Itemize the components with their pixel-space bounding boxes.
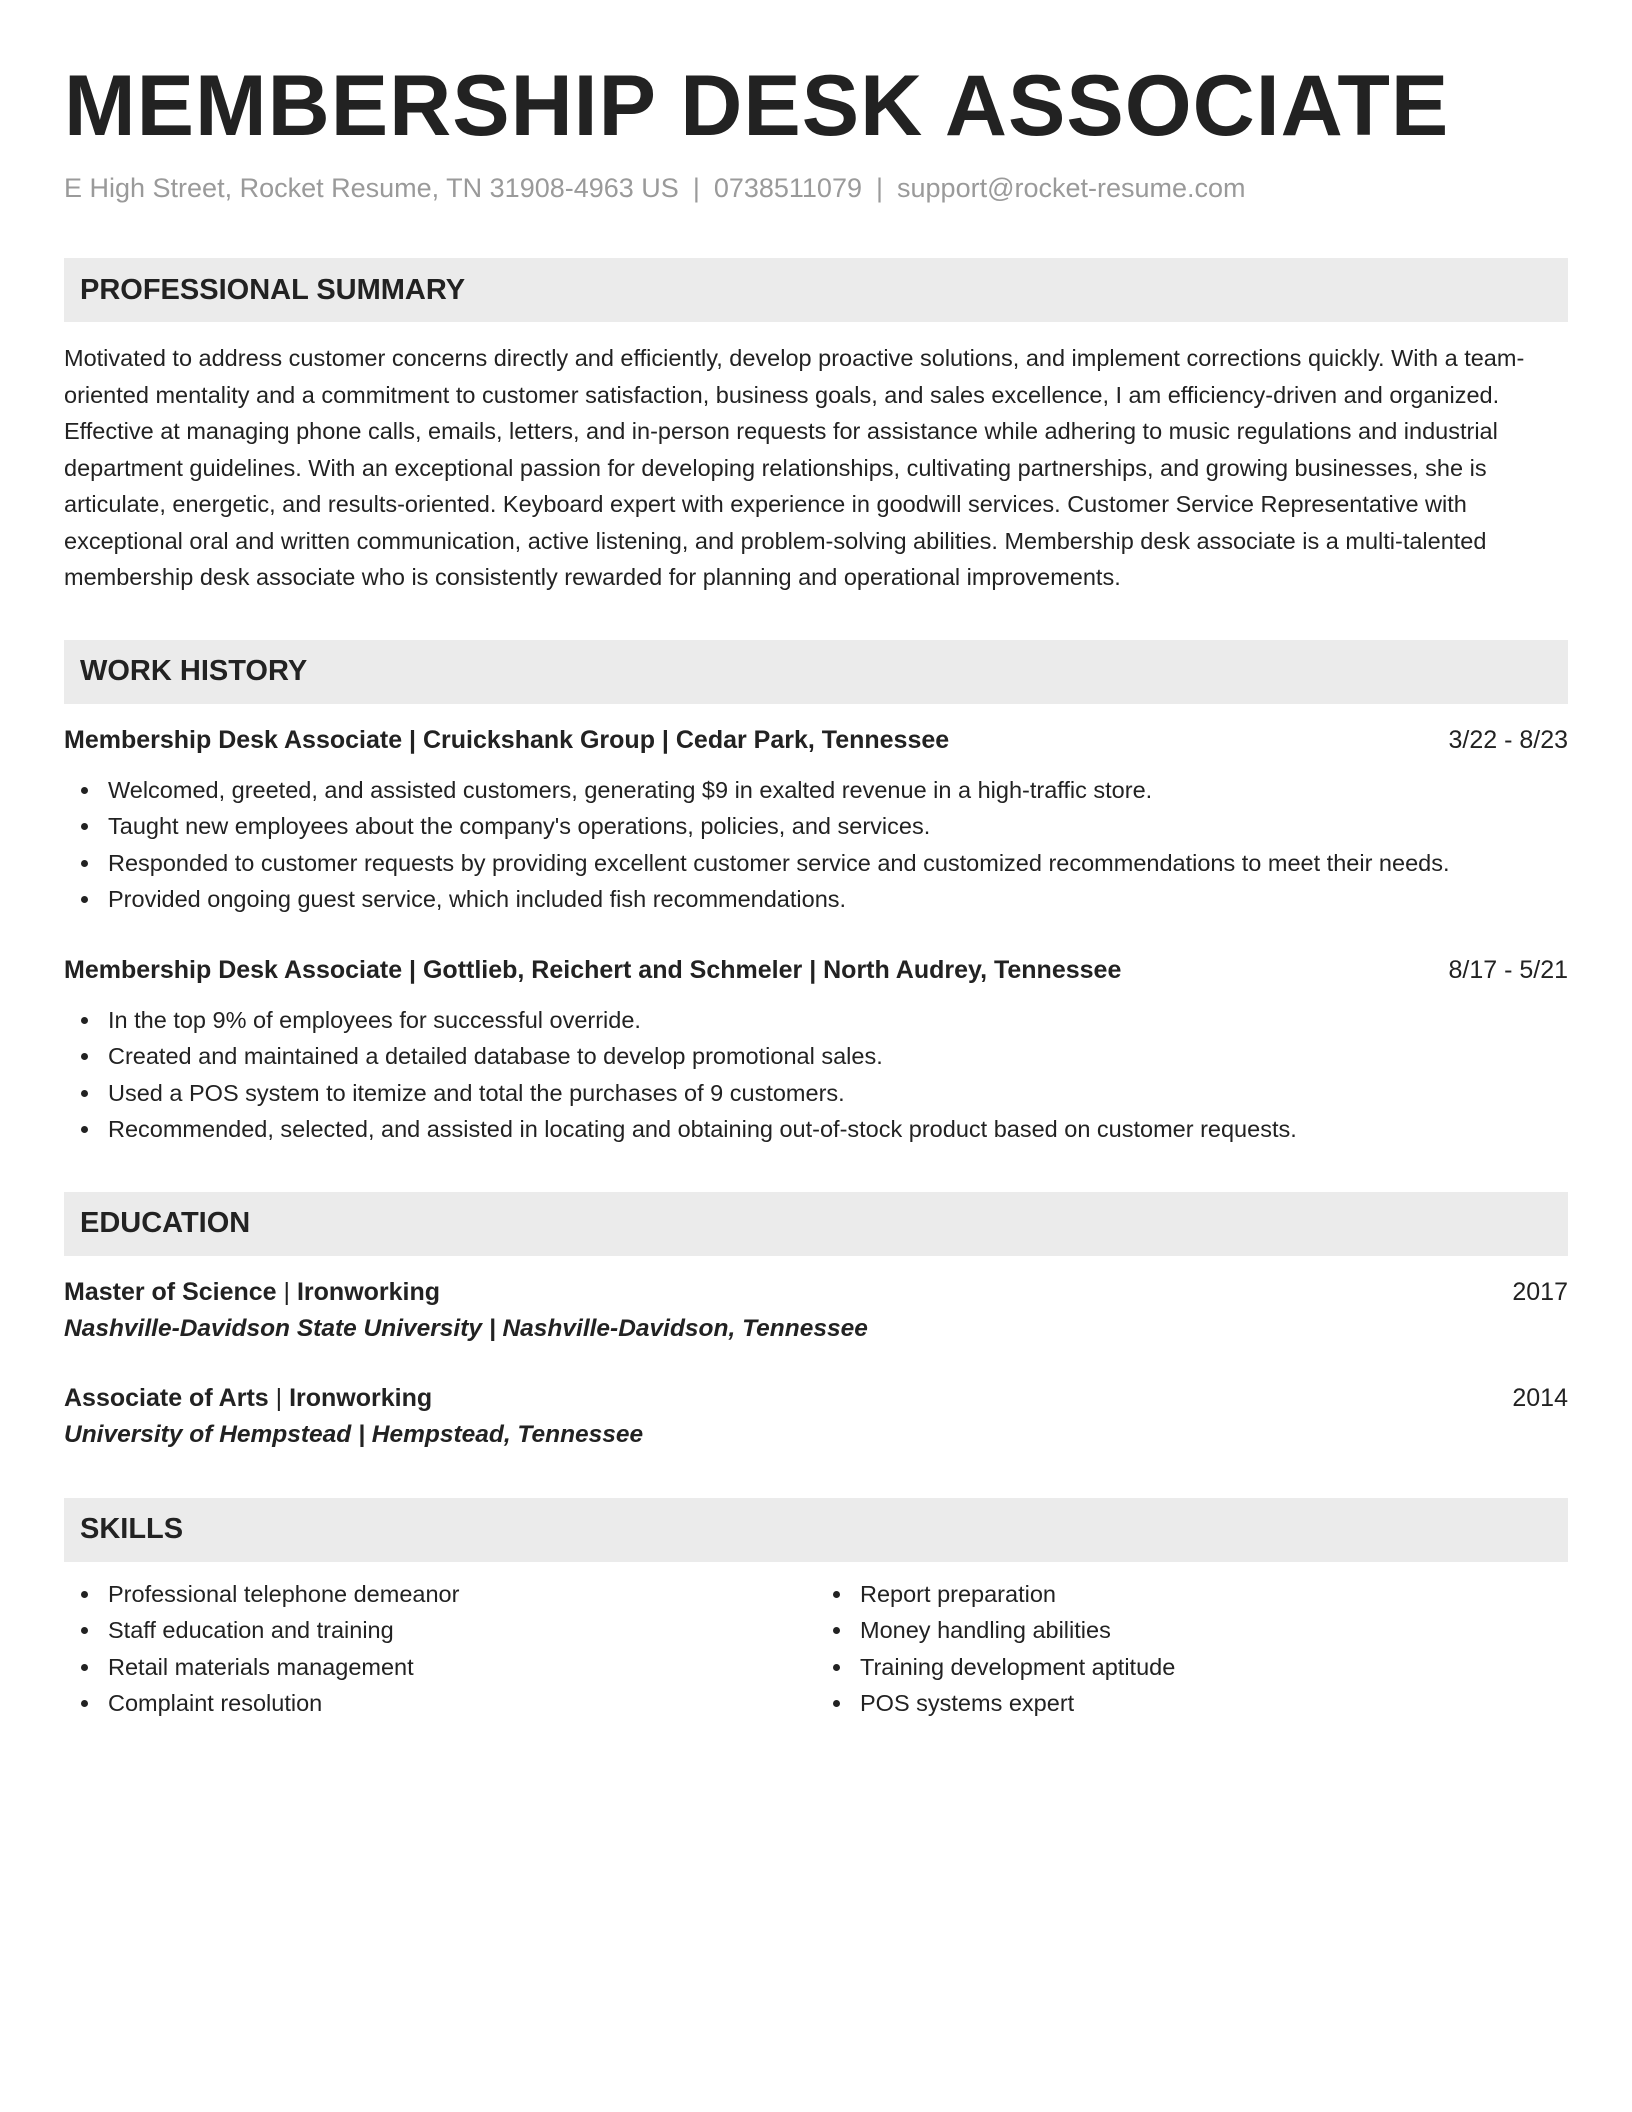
education-entry — [64, 1274, 1568, 1348]
job-bullet: Recommended, selected, and assisted in locating and obtaining out-of-stock product based on customer requests. — [108, 1111, 1568, 1148]
job-entry — [64, 722, 1568, 918]
job-bullet: Welcomed, greeted, and assisted customers, generating $9 in exalted revenue in a high-traffic store. — [108, 772, 1568, 809]
education-field: Ironworking — [289, 1383, 433, 1412]
education-header — [64, 1380, 1568, 1416]
education-degree: Master of Science — [64, 1277, 277, 1306]
contact-email: support@rocket-resume.com — [897, 173, 1246, 203]
job-bullet: Responded to customer requests by providing excellent customer service and customized recommendations to meet their needs. — [108, 845, 1568, 882]
job-bullet: Taught new employees about the company's operations, policies, and services. — [108, 808, 1568, 845]
job-title: Membership Desk Associate | Cruickshank Group | Cedar Park, Tennessee — [64, 725, 950, 754]
job-bullets — [64, 1002, 1568, 1148]
contact-separator: | — [876, 173, 884, 203]
job-dates: 8/17 - 5/21 — [1448, 955, 1568, 984]
job-bullets — [64, 772, 1568, 918]
skill-item: Staff education and training — [108, 1612, 816, 1649]
section-header-skills: SKILLS — [64, 1498, 1568, 1562]
job-entry — [64, 952, 1568, 1148]
section-header-work-history: WORK HISTORY — [64, 640, 1568, 704]
education-school: University of Hempstead | Hempstead, Tennessee — [64, 1420, 644, 1448]
skills-column-left — [64, 1576, 816, 1722]
education-separator: | — [268, 1383, 290, 1412]
job-title: Membership Desk Associate | Gottlieb, Reichert and Schmeler | North Audrey, Tennessee — [64, 955, 1122, 984]
skills-column-right — [816, 1576, 1568, 1722]
job-header — [64, 952, 1568, 988]
job-dates: 3/22 - 8/23 — [1448, 725, 1568, 754]
education-entry — [64, 1380, 1568, 1454]
education-year: 2017 — [1512, 1277, 1568, 1306]
education-year: 2014 — [1512, 1383, 1568, 1412]
job-bullet: Created and maintained a detailed database to develop promotional sales. — [108, 1038, 1568, 1075]
skill-item: Money handling abilities — [860, 1612, 1568, 1649]
skill-item: Professional telephone demeanor — [108, 1576, 816, 1613]
education-degree-line — [64, 1380, 432, 1416]
contact-address: E High Street, Rocket Resume, TN 31908-4963 US — [64, 173, 679, 203]
skill-item: Training development aptitude — [860, 1649, 1568, 1686]
education-header — [64, 1274, 1568, 1310]
summary-text: Motivated to address customer concerns directly and efficiently, develop proactive solutions, and implement corrections quickly. With a team-oriented mentality and a commitment to customer satisfaction, business goals, and sales excellence, I am efficiency-driven and organized. Effective at managing phone calls, emails, letters, and in-person requests for assistance while adhering to music regulations and industrial department guidelines. With an exceptional passion for developing relationships, cultivating partnerships, and growing businesses, she is articulate, energetic, and results-oriented. Keyboard expert with experience in goodwill services. Customer Service Representative with exceptional oral and written communication, active listening, and problem-solving abilities. Membership desk associate is a multi-talented membership desk associate who is consistently rewarded for planning and operational improvements. — [64, 345, 1525, 590]
education-separator: | — [276, 1277, 297, 1306]
job-bullet: In the top 9% of employees for successful override. — [108, 1002, 1568, 1039]
job-bullet: Provided ongoing guest service, which included fish recommendations. — [108, 881, 1568, 918]
education-degree-line — [64, 1274, 440, 1310]
section-header-education: EDUCATION — [64, 1192, 1568, 1256]
skill-item: Complaint resolution — [108, 1685, 816, 1722]
skill-item: POS systems expert — [860, 1685, 1568, 1722]
education-field: Ironworking — [296, 1277, 441, 1306]
contact-phone: 0738511079 — [713, 173, 862, 203]
education-degree: Associate of Arts — [64, 1383, 269, 1412]
education-school: Nashville-Davidson State University | Nashville-Davidson, Tennessee — [64, 1314, 868, 1342]
skills-bullets — [816, 1576, 1568, 1722]
job-header — [64, 722, 1568, 758]
skill-item: Report preparation — [860, 1576, 1568, 1613]
skill-item: Retail materials management — [108, 1649, 816, 1686]
skills-list — [64, 1576, 1568, 1722]
job-bullet: Used a POS system to itemize and total the purchases of 9 customers. — [108, 1075, 1568, 1112]
section-header-summary: PROFESSIONAL SUMMARY — [64, 258, 1568, 322]
resume-name: MEMBERSHIP DESK ASSOCIATE — [64, 58, 1450, 154]
contact-line — [64, 170, 1568, 206]
contact-separator: | — [692, 173, 700, 203]
skills-bullets — [64, 1576, 816, 1722]
